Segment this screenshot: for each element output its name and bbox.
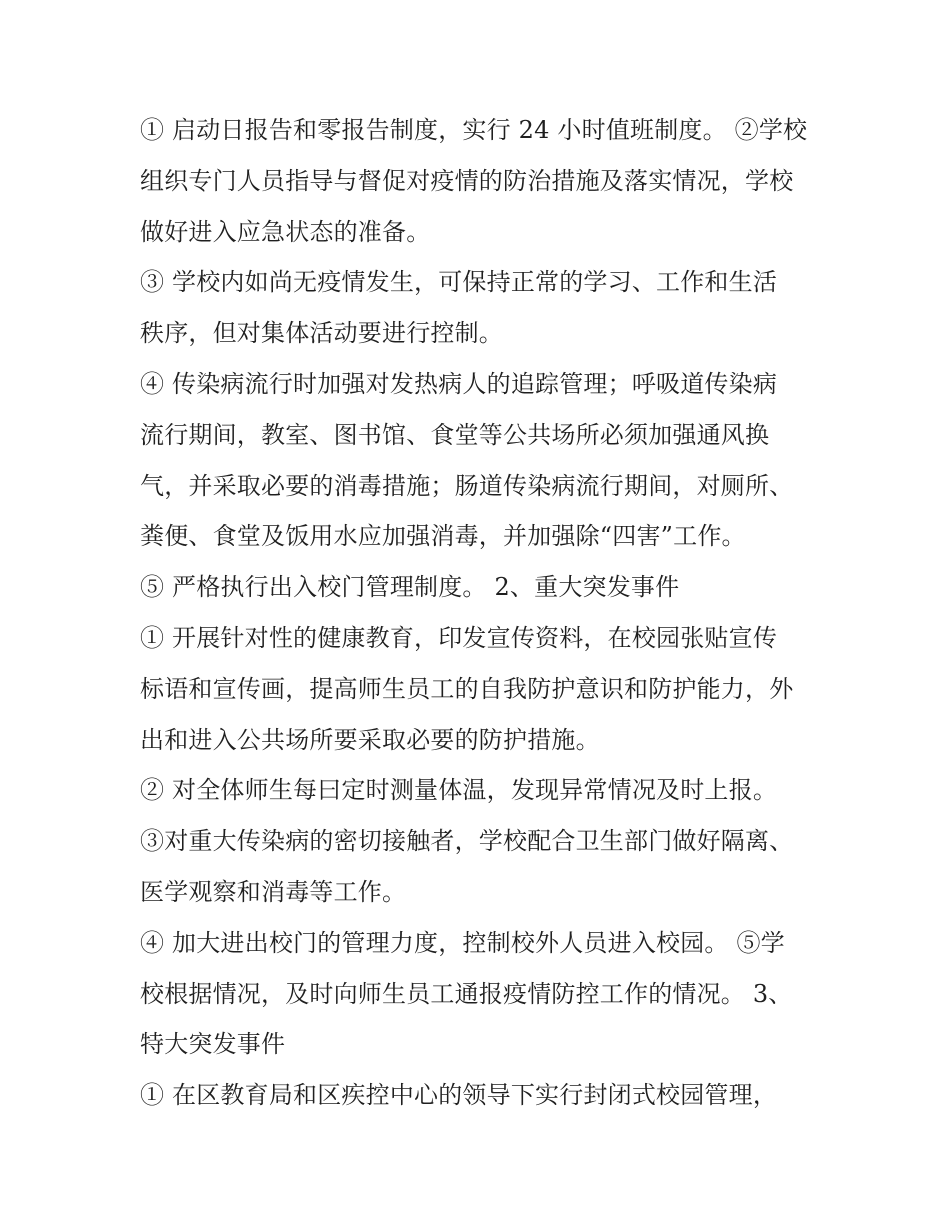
text-line: ④ 加大进出校门的管理力度，控制校外人员进入校园。 ⑤学 — [140, 928, 785, 957]
text-line: ② 对全体师生每曰定时测量体温，发现异常情况及时上报。 — [140, 776, 778, 805]
text-line: ① 开展针对性的健康教育，印发宣传资料，在校园张贴宣传 — [140, 623, 778, 652]
text-line: 特大突发事件 — [140, 1030, 286, 1059]
text-line: 出和进入公共场所要采取必要的防护措施。 — [140, 725, 600, 754]
text-line: 气，并采取必要的消毒措施；肠道传染病流行期间，对厕所、 — [140, 471, 794, 500]
text-line: 粪便、食堂及饭用水应加强消毒，并加强除“四害”工作。 — [140, 522, 746, 551]
text-line: 秩序，但对集体活动要进行控制。 — [140, 319, 503, 348]
text-line: ③ 学校内如尚无疫情发生，可保持正常的学习、工作和生活 — [140, 268, 778, 297]
text-line: 做好进入应急状态的准备。 — [140, 217, 431, 246]
text-line: 流行期间，教室、图书馆、食堂等公共场所必须加强通风换 — [140, 420, 770, 449]
text-line: 标语和宣传画，提高师生员工的自我防护意识和防护能力，外 — [140, 674, 794, 703]
text-line: ① 在区教育局和区疾控中心的领导下实行封闭式校园管理， — [140, 1081, 778, 1110]
text-line: ③对重大传染病的密切接触者，学校配合卫生部门做好隔离、 — [140, 827, 794, 856]
text-line: 校根据情况，及时向师生员工通报疫情防控工作的情况。 3、 — [140, 979, 793, 1008]
text-line: 组织专门人员指导与督促对疫情的防治措施及落实情况，学校 — [140, 166, 794, 195]
text-line: ① 启动日报告和零报告制度，实行 24 小时值班制度。 ②学校 — [140, 116, 808, 144]
text-line: ④ 传染病流行时加强对发热病人的追踪管理；呼吸道传染病 — [140, 369, 778, 398]
document-body — [140, 105, 820, 1121]
text-line: 医学观察和消毒等工作。 — [140, 877, 407, 906]
text-line: ⑤ 严格执行出入校门管理制度。 2、重大突发事件 — [140, 573, 680, 602]
